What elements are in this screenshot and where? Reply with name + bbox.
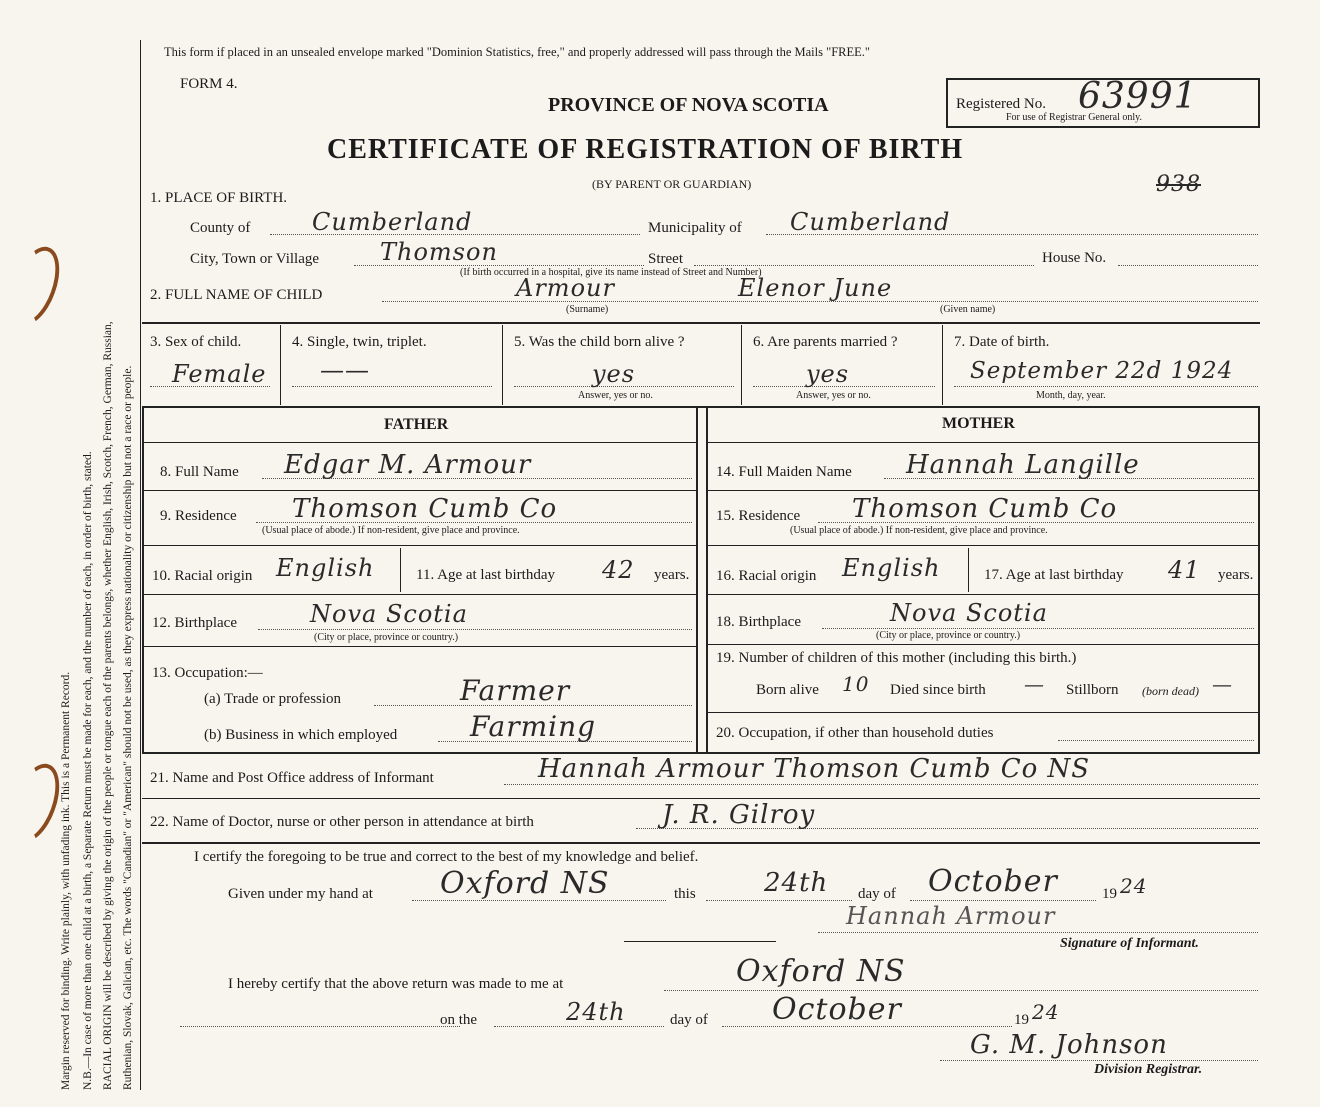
stillborn-value: — — [1212, 672, 1233, 696]
father-years: years. — [654, 567, 690, 583]
mother-birthplace: Nova Scotia — [890, 599, 1048, 627]
given-note: (Given name) — [940, 304, 996, 315]
born-alive-value: yes — [592, 360, 636, 388]
hospital-note: (If birth occurred in a hospital, give its name instead of Street and Number) — [460, 267, 762, 278]
certificate-subtitle: (BY PARENT OR GUARDIAN) — [592, 177, 752, 191]
business-label: (b) Business in which employed — [204, 727, 398, 743]
given-day: 24th — [764, 868, 829, 898]
binding-hole — [1, 240, 69, 331]
father-race-label: 10. Racial origin — [152, 568, 253, 584]
given-month: October — [928, 864, 1058, 899]
mother-race: English — [842, 554, 941, 582]
children-count-label: 19. Number of children of this mother (including this birth.) — [716, 650, 1077, 666]
father-name: Edgar M. Armour — [284, 450, 532, 480]
doctor-label: 22. Name of Doctor, nurse or other person in attendance at birth — [150, 814, 534, 830]
municipality-value: Cumberland — [790, 208, 951, 236]
father-name-label: 8. Full Name — [160, 464, 239, 480]
married-label: 6. Are parents married ? — [753, 334, 898, 350]
mail-notice: This form if placed in an unsealed envelope marked "Dominion Statistics, free," and properly addressed will pass through the Mails "FREE." — [164, 45, 871, 59]
registrar-line: I hereby certify that the above return was made to me at — [228, 976, 564, 992]
stillborn-label: Stillborn — [1066, 682, 1119, 698]
given-place: Oxford NS — [440, 866, 610, 901]
trade-label: (a) Trade or profession — [204, 691, 342, 707]
mother-birthplace-label: 18. Birthplace — [716, 614, 801, 630]
registrar-month: October — [772, 992, 902, 1027]
side-note-3: RACIAL ORIGIN will be described by giving the origin of the people or tongue each of the parents belongs, whether English, Irish, Scotch, French, German, Russian, — [102, 321, 114, 1090]
father-race: English — [276, 554, 375, 582]
city-label: City, Town or Village — [190, 251, 320, 267]
birthplace-note: (City or place, province or country.) — [876, 630, 1021, 641]
father-residence-label: 9. Residence — [160, 508, 237, 524]
doctor-value: J. R. Gilroy — [662, 800, 816, 830]
informant-label: 21. Name and Post Office address of Informant — [150, 770, 434, 786]
mother-name: Hannah Langille — [906, 450, 1140, 480]
day-of-label: day of — [858, 886, 896, 902]
informant-signature: Hannah Armour — [846, 902, 1056, 930]
mother-residence-label: 15. Residence — [716, 508, 801, 524]
municipality-label: Municipality of — [648, 220, 742, 236]
residence-note: (Usual place of abode.) If non-resident, give place and province. — [790, 525, 1048, 536]
registered-no-label: Registered No. — [956, 96, 1046, 112]
side-note-4: Ruthenian, Slovak, Galician, etc. The words "Canadian" or "American" should not be used, as they express nationality or citizenship but not a race or people. — [122, 365, 134, 1090]
informant-value: Hannah Armour Thomson Cumb Co NS — [538, 754, 1091, 784]
mother-name-label: 14. Full Maiden Name — [716, 464, 852, 480]
dob-value: September 22d 1924 — [970, 358, 1234, 384]
father-birthplace: Nova Scotia — [310, 600, 468, 628]
signature-label: Signature of Informant. — [1060, 936, 1199, 951]
dob-label: 7. Date of birth. — [954, 334, 1050, 350]
mother-heading: MOTHER — [942, 415, 1015, 432]
registrar-note: For use of Registrar General only. — [1006, 112, 1142, 123]
father-birthplace-label: 12. Birthplace — [152, 615, 237, 631]
died-label: Died since birth — [890, 682, 986, 698]
margin-rule — [140, 40, 141, 1090]
on-the-label: on the — [440, 1012, 478, 1028]
county-label: County of — [190, 220, 251, 236]
registrar-year-prefix: 19 — [1014, 1012, 1029, 1028]
rule — [142, 406, 1260, 408]
mother-age: 41 — [1168, 556, 1201, 584]
father-occupation-label: 13. Occupation:— — [152, 665, 263, 681]
mother-race-label: 16. Racial origin — [716, 568, 817, 584]
dob-note: Month, day, year. — [1036, 390, 1106, 401]
born-alive-count-label: Born alive — [756, 682, 819, 698]
father-age: 42 — [602, 556, 635, 584]
registered-no-value: 63991 — [1078, 76, 1198, 117]
sex-label: 3. Sex of child. — [150, 334, 242, 350]
this-label: this — [674, 886, 696, 902]
side-note-1: Margin reserved for binding. Write plainly, with unfading ink. This is a Permanent Record. — [60, 671, 72, 1090]
father-age-label: 11. Age at last birthday — [416, 567, 555, 583]
father-residence: Thomson Cumb Co — [292, 494, 558, 524]
mother-occupation-label: 20. Occupation, if other than household duties — [716, 725, 994, 741]
mother-residence: Thomson Cumb Co — [852, 494, 1118, 524]
father-trade: Farmer — [460, 674, 571, 707]
father-heading: FATHER — [384, 416, 449, 433]
born-alive-count: 10 — [842, 672, 870, 696]
place-heading: 1. PLACE OF BIRTH. — [150, 190, 288, 206]
county-value: Cumberland — [312, 208, 473, 236]
surname-note: (Surname) — [566, 304, 609, 315]
side-note-2: N.B.—In case of more than one child at a birth, a Separate Return must be made for each, and the number of each, in order of birth, stated. — [82, 451, 94, 1090]
house-label: House No. — [1042, 250, 1107, 266]
registrar-label: Division Registrar. — [1094, 1062, 1203, 1077]
registrar-place: Oxford NS — [736, 954, 906, 989]
child-given-name: Elenor June — [738, 274, 893, 302]
child-surname: Armour — [516, 274, 615, 302]
answer-note: Answer, yes or no. — [796, 390, 871, 401]
registrar-year: 24 — [1032, 1000, 1060, 1024]
answer-note: Answer, yes or no. — [578, 390, 653, 401]
registrar-day: 24th — [566, 998, 626, 1026]
born-alive-label: 5. Was the child born alive ? — [514, 334, 685, 350]
plurality-value: —— — [320, 356, 370, 384]
plurality-label: 4. Single, twin, triplet. — [292, 334, 427, 350]
mother-years: years. — [1218, 567, 1254, 583]
street-label: Street — [648, 251, 683, 267]
province-title: PROVINCE OF NOVA SCOTIA — [548, 94, 829, 116]
stillborn-note: (born dead) — [1142, 684, 1199, 698]
residence-note: (Usual place of abode.) If non-resident, give place and province. — [262, 525, 520, 536]
mother-age-label: 17. Age at last birthday — [984, 567, 1124, 583]
year-prefix: 19 — [1102, 886, 1117, 902]
registrar-day-of: day of — [670, 1012, 708, 1028]
given-year: 24 — [1120, 874, 1148, 898]
sex-value: Female — [172, 360, 267, 388]
child-name-label: 2. FULL NAME OF CHILD — [150, 287, 323, 303]
married-value: yes — [806, 360, 850, 388]
form-number: FORM 4. — [180, 76, 238, 92]
died-value: — — [1024, 672, 1045, 696]
side-number: 938 — [1156, 172, 1201, 197]
birthplace-note: (City or place, province or country.) — [314, 632, 459, 643]
city-value: Thomson — [380, 238, 498, 266]
registrar-signature: G. M. Johnson — [970, 1030, 1168, 1060]
rule — [142, 322, 1260, 324]
father-business: Farming — [470, 710, 597, 743]
certificate-title: CERTIFICATE OF REGISTRATION OF BIRTH — [327, 134, 964, 165]
binding-hole — [1, 757, 69, 848]
given-under-label: Given under my hand at — [228, 886, 373, 902]
certify-line: I certify the foregoing to be true and correct to the best of my knowledge and belief. — [194, 849, 699, 865]
